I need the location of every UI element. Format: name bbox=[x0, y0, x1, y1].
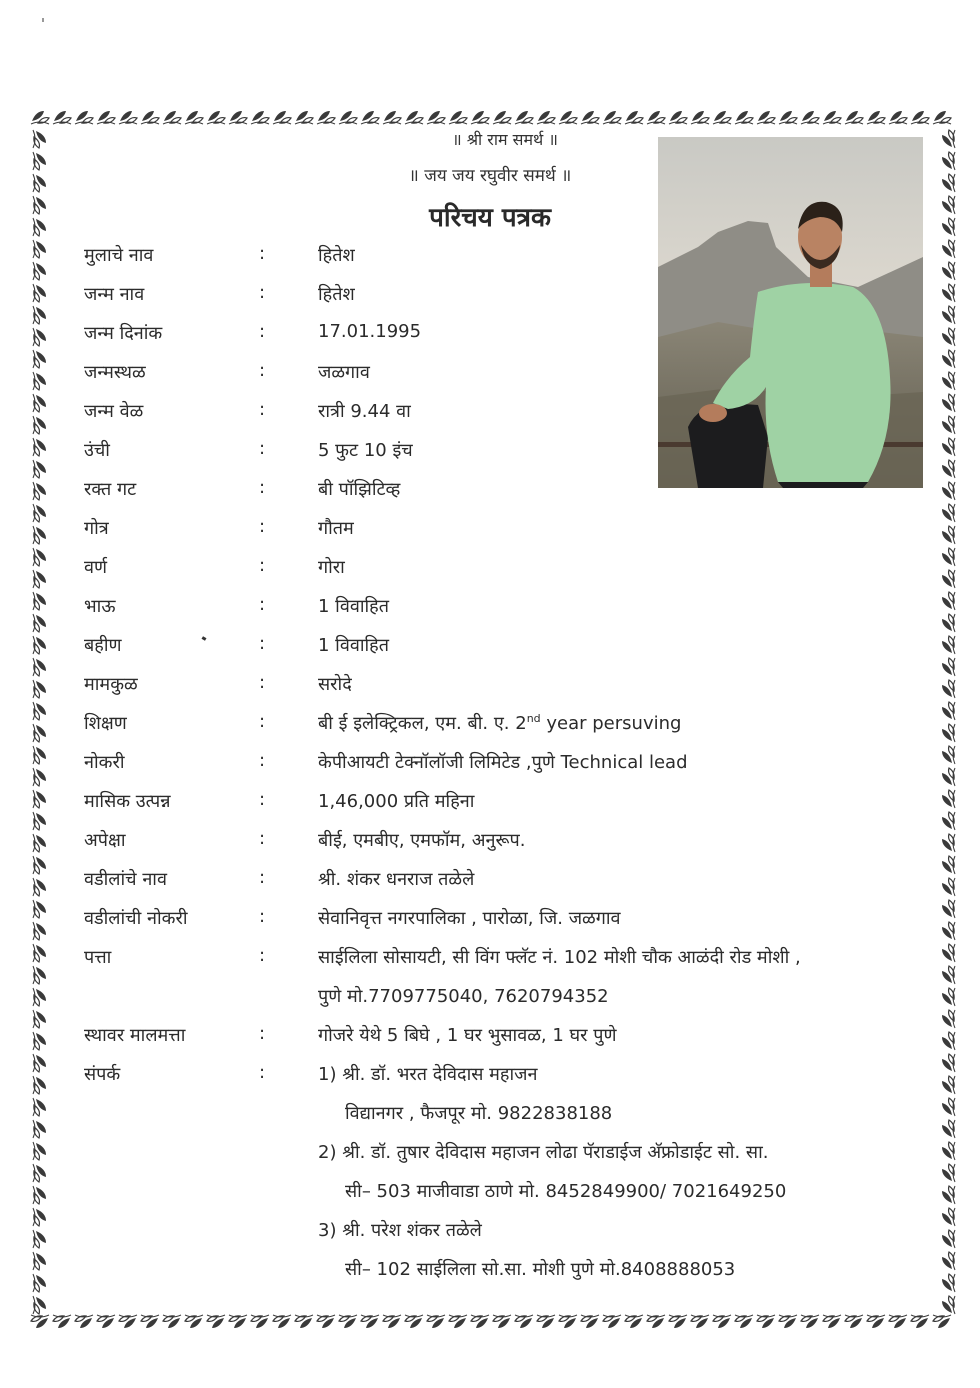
contact-name: 1) श्री. डॉ. भरत देविदास महाजन bbox=[318, 1064, 538, 1085]
field-label: संपर्क bbox=[84, 1064, 121, 1085]
leaf-vine-icon bbox=[119, 111, 137, 124]
leaf-vine-icon bbox=[735, 1315, 753, 1328]
leaf-vine-icon bbox=[845, 111, 863, 124]
leaf-vine-icon bbox=[823, 1315, 841, 1328]
leaf-vine-icon bbox=[31, 1315, 49, 1328]
field-value: सेवानिवृत्त नगरपालिका , पारोळा, जि. जळगाव bbox=[318, 908, 621, 929]
leaf-vine-icon bbox=[603, 111, 621, 124]
field-label: मुलाचे नाव bbox=[84, 245, 154, 266]
value-text: year persuving bbox=[540, 713, 682, 734]
leaf-vine-icon bbox=[427, 1315, 445, 1328]
leaf-vine-icon bbox=[889, 111, 907, 124]
field-label: गोत्र bbox=[84, 518, 109, 539]
leaf-vine-icon bbox=[515, 1315, 533, 1328]
field-row bbox=[0, 789, 980, 819]
field-colon: : bbox=[259, 282, 266, 303]
leaf-vine-icon bbox=[449, 111, 467, 124]
leaf-vine-icon bbox=[185, 111, 203, 124]
leaf-vine-icon bbox=[933, 111, 951, 124]
leaf-vine-icon bbox=[537, 111, 555, 124]
field-value: 1,46,000 प्रति महिना bbox=[318, 791, 475, 812]
field-label: मामकुळ bbox=[84, 674, 138, 695]
field-row bbox=[0, 867, 980, 897]
field-row bbox=[0, 321, 980, 351]
leaf-vine-icon bbox=[889, 1315, 907, 1328]
profile-photo bbox=[658, 137, 923, 488]
field-label: जन्म दिनांक bbox=[84, 323, 163, 344]
leaf-vine-icon bbox=[625, 111, 643, 124]
leaf-vine-icon bbox=[647, 111, 665, 124]
leaf-vine-icon bbox=[295, 111, 313, 124]
field-label: वडीलांचे नाव bbox=[84, 869, 167, 890]
print-speck bbox=[42, 18, 44, 22]
leaf-vine-icon bbox=[163, 1315, 181, 1328]
leaf-vine-icon bbox=[31, 111, 49, 124]
leaf-vine-icon bbox=[97, 111, 115, 124]
field-colon: : bbox=[259, 906, 266, 927]
contact-detail bbox=[0, 1257, 980, 1287]
contact-address: विद्यानगर , फैजपूर मो. 9822838188 bbox=[345, 1103, 613, 1124]
field-label: बहीण bbox=[84, 635, 122, 656]
leaf-vine-icon bbox=[493, 1315, 511, 1328]
leaf-vine-icon bbox=[75, 111, 93, 124]
field-row bbox=[0, 360, 980, 390]
field-value: 1 विवाहित bbox=[318, 635, 389, 656]
leaf-vine-icon bbox=[339, 111, 357, 124]
field-colon: : bbox=[259, 750, 266, 771]
leaf-vine-icon bbox=[647, 1315, 665, 1328]
leaf-vine-icon bbox=[97, 1315, 115, 1328]
field-value: साईलिला सोसायटी, सी विंग फ्लॅट नं. 102 मोशी चौक आळंदी रोड मोशी , bbox=[318, 947, 801, 968]
field-colon: : bbox=[259, 1023, 266, 1044]
field-row bbox=[0, 945, 980, 975]
field-colon: : bbox=[259, 516, 266, 537]
leaf-vine-icon bbox=[757, 111, 775, 124]
field-row bbox=[0, 594, 980, 624]
leaf-vine-icon bbox=[405, 1315, 423, 1328]
leaf-vine-icon bbox=[229, 111, 247, 124]
field-colon: : bbox=[259, 477, 266, 498]
leaf-vine-icon bbox=[229, 1315, 247, 1328]
field-value: 5 फुट 10 इंच bbox=[318, 440, 413, 461]
leaf-vine-icon bbox=[581, 1315, 599, 1328]
leaf-vine-icon bbox=[141, 111, 159, 124]
field-value-line2: पुणे मो.7709775040, 7620794352 bbox=[318, 986, 609, 1007]
leaf-vine-icon bbox=[603, 1315, 621, 1328]
field-value: हितेश bbox=[318, 284, 355, 305]
field-label: उंची bbox=[84, 440, 110, 461]
leaf-vine-icon bbox=[537, 1315, 555, 1328]
field-value: रात्री 9.44 वा bbox=[318, 401, 411, 422]
field-colon: : bbox=[259, 945, 266, 966]
field-row bbox=[0, 282, 980, 312]
field-row bbox=[0, 750, 980, 780]
field-colon: : bbox=[259, 321, 266, 342]
leaf-vine-icon bbox=[801, 111, 819, 124]
field-row bbox=[0, 828, 980, 858]
field-row bbox=[0, 516, 980, 546]
leaf-vine-icon bbox=[867, 1315, 885, 1328]
invocation-line-2: ॥ जय जय रघुवीर समर्थ ॥ bbox=[408, 166, 572, 186]
leaf-vine-icon bbox=[383, 1315, 401, 1328]
field-label: रक्त गट bbox=[84, 479, 137, 500]
field-value: बी पॉझिटिव्ह bbox=[318, 479, 401, 500]
field-value: बीई, एमबीए, एमफॉम, अनुरूप. bbox=[318, 830, 526, 851]
contact-name: 3) श्री. परेश शंकर तळेले bbox=[318, 1220, 482, 1241]
field-row bbox=[0, 399, 980, 429]
field-label: जन्म नाव bbox=[84, 284, 145, 305]
leaf-vine-icon bbox=[691, 1315, 709, 1328]
field-label: वडीलांची नोकरी bbox=[84, 908, 188, 929]
contact-entry bbox=[0, 1140, 980, 1170]
leaf-vine-icon bbox=[383, 111, 401, 124]
field-row bbox=[0, 477, 980, 507]
leaf-vine-icon bbox=[942, 1296, 955, 1314]
leaf-vine-icon bbox=[273, 1315, 291, 1328]
field-label: नोकरी bbox=[84, 752, 125, 773]
field-row bbox=[0, 555, 980, 585]
field-value: 1 विवाहित bbox=[318, 596, 389, 617]
field-label: स्थावर मालमत्ता bbox=[84, 1025, 186, 1046]
field-label: जन्मस्थळ bbox=[84, 362, 146, 383]
field-colon: : bbox=[259, 360, 266, 381]
field-value: गोजरे येथे 5 बिघे , 1 घर भुसावळ, 1 घर पुणे bbox=[318, 1025, 617, 1046]
field-label: शिक्षण bbox=[84, 713, 127, 734]
page-title: परिचय पत्रक bbox=[429, 203, 551, 233]
field-row-continuation bbox=[0, 984, 980, 1014]
field-row bbox=[0, 711, 980, 741]
leaf-vine-icon bbox=[713, 1315, 731, 1328]
leaf-vine-icon bbox=[625, 1315, 643, 1328]
field-colon: : bbox=[259, 1062, 266, 1083]
leaf-vine-icon bbox=[141, 1315, 159, 1328]
leaf-vine-icon bbox=[361, 1315, 379, 1328]
leaf-vine-icon bbox=[471, 1315, 489, 1328]
field-colon: : bbox=[259, 867, 266, 888]
field-label: जन्म वेळ bbox=[84, 401, 144, 422]
field-value: गौतम bbox=[318, 518, 354, 539]
leaf-vine-icon bbox=[735, 111, 753, 124]
leaf-vine-icon bbox=[867, 111, 885, 124]
leaf-vine-icon bbox=[207, 1315, 225, 1328]
field-value: 17.01.1995 bbox=[318, 321, 422, 342]
leaf-vine-icon bbox=[779, 111, 797, 124]
field-label: पत्ता bbox=[84, 947, 112, 968]
field-value: जळगाव bbox=[318, 362, 370, 383]
leaf-vine-icon bbox=[361, 111, 379, 124]
invocation-line-1: ॥ श्री राम समर्थ ॥ bbox=[452, 130, 558, 149]
field-value bbox=[318, 711, 681, 735]
leaf-vine-icon bbox=[163, 111, 181, 124]
leaf-vine-icon bbox=[581, 111, 599, 124]
leaf-vine-icon bbox=[449, 1315, 467, 1328]
field-colon: : bbox=[259, 828, 266, 849]
field-colon: : bbox=[259, 633, 266, 654]
leaf-vine-icon bbox=[911, 1315, 929, 1328]
field-row bbox=[0, 438, 980, 468]
leaf-vine-icon bbox=[75, 1315, 93, 1328]
leaf-vine-icon bbox=[493, 111, 511, 124]
leaf-vine-icon bbox=[251, 1315, 269, 1328]
contact-entry bbox=[0, 1062, 980, 1092]
field-row bbox=[0, 672, 980, 702]
leaf-vine-icon bbox=[317, 1315, 335, 1328]
leaf-vine-icon bbox=[185, 1315, 203, 1328]
leaf-vine-icon bbox=[559, 1315, 577, 1328]
contact-address: सी– 503 माजीवाडा ठाणे मो. 8452849900/ 7021649250 bbox=[345, 1181, 787, 1202]
leaf-vine-icon bbox=[823, 111, 841, 124]
leaf-vine-icon bbox=[53, 111, 71, 124]
leaf-vine-icon bbox=[911, 111, 929, 124]
leaf-vine-icon bbox=[757, 1315, 775, 1328]
leaf-vine-icon bbox=[405, 111, 423, 124]
leaf-vine-icon bbox=[119, 1315, 137, 1328]
leaf-vine-icon bbox=[779, 1315, 797, 1328]
field-colon: : bbox=[259, 555, 266, 576]
leaf-vine-icon bbox=[669, 111, 687, 124]
leaf-vine-icon bbox=[471, 111, 489, 124]
field-colon: : bbox=[259, 243, 266, 264]
field-row bbox=[0, 243, 980, 273]
leaf-vine-icon bbox=[713, 111, 731, 124]
field-row bbox=[0, 1023, 980, 1053]
leaf-vine-icon bbox=[801, 1315, 819, 1328]
field-label: भाऊ bbox=[84, 596, 116, 617]
field-value: हितेश bbox=[318, 245, 355, 266]
leaf-vine-icon bbox=[317, 111, 335, 124]
field-value: केपीआयटी टेक्नॉलॉजी लिमिटेड ,पुणे Technical lead bbox=[318, 752, 688, 773]
field-label: वर्ण bbox=[84, 557, 108, 578]
leaf-vine-icon bbox=[845, 1315, 863, 1328]
field-label: मासिक उत्पन्न bbox=[84, 791, 171, 812]
field-colon: : bbox=[259, 789, 266, 810]
field-colon: : bbox=[259, 672, 266, 693]
field-row bbox=[0, 633, 980, 663]
leaf-vine-icon bbox=[251, 111, 269, 124]
leaf-vine-icon bbox=[295, 1315, 313, 1328]
field-colon: : bbox=[259, 399, 266, 420]
leaf-vine-icon bbox=[427, 111, 445, 124]
field-value: सरोदे bbox=[318, 674, 352, 695]
leaf-vine-icon bbox=[669, 1315, 687, 1328]
leaf-vine-icon bbox=[691, 111, 709, 124]
field-colon: : bbox=[259, 594, 266, 615]
leaf-vine-icon bbox=[273, 111, 291, 124]
leaf-vine-icon bbox=[33, 1296, 46, 1314]
leaf-vine-icon bbox=[207, 111, 225, 124]
contact-address: सी– 102 साईलिला सो.सा. मोशी पुणे मो.8408888053 bbox=[345, 1259, 736, 1280]
leaf-vine-icon bbox=[933, 1315, 951, 1328]
contact-entry bbox=[0, 1218, 980, 1248]
value-text: बी ई इलेक्ट्रिकल, एम. बी. ए. 2 bbox=[318, 713, 527, 734]
field-colon: : bbox=[259, 711, 266, 732]
value-superscript: nd bbox=[526, 712, 541, 725]
leaf-vine-icon bbox=[559, 111, 577, 124]
contact-name: 2) श्री. डॉ. तुषार देविदास महाजन लोढा पॅराडाईज अ‍ॅफ्रोडाईट सो. सा. bbox=[318, 1142, 769, 1163]
field-value: गोरा bbox=[318, 557, 345, 578]
leaf-vine-icon bbox=[515, 111, 533, 124]
contact-detail bbox=[0, 1179, 980, 1209]
leaf-vine-icon bbox=[53, 1315, 71, 1328]
contact-detail bbox=[0, 1101, 980, 1131]
field-row bbox=[0, 906, 980, 936]
field-colon: : bbox=[259, 438, 266, 459]
field-value: श्री. शंकर धनराज तळेले bbox=[318, 869, 475, 890]
leaf-vine-icon bbox=[339, 1315, 357, 1328]
field-label: अपेक्षा bbox=[84, 830, 126, 851]
